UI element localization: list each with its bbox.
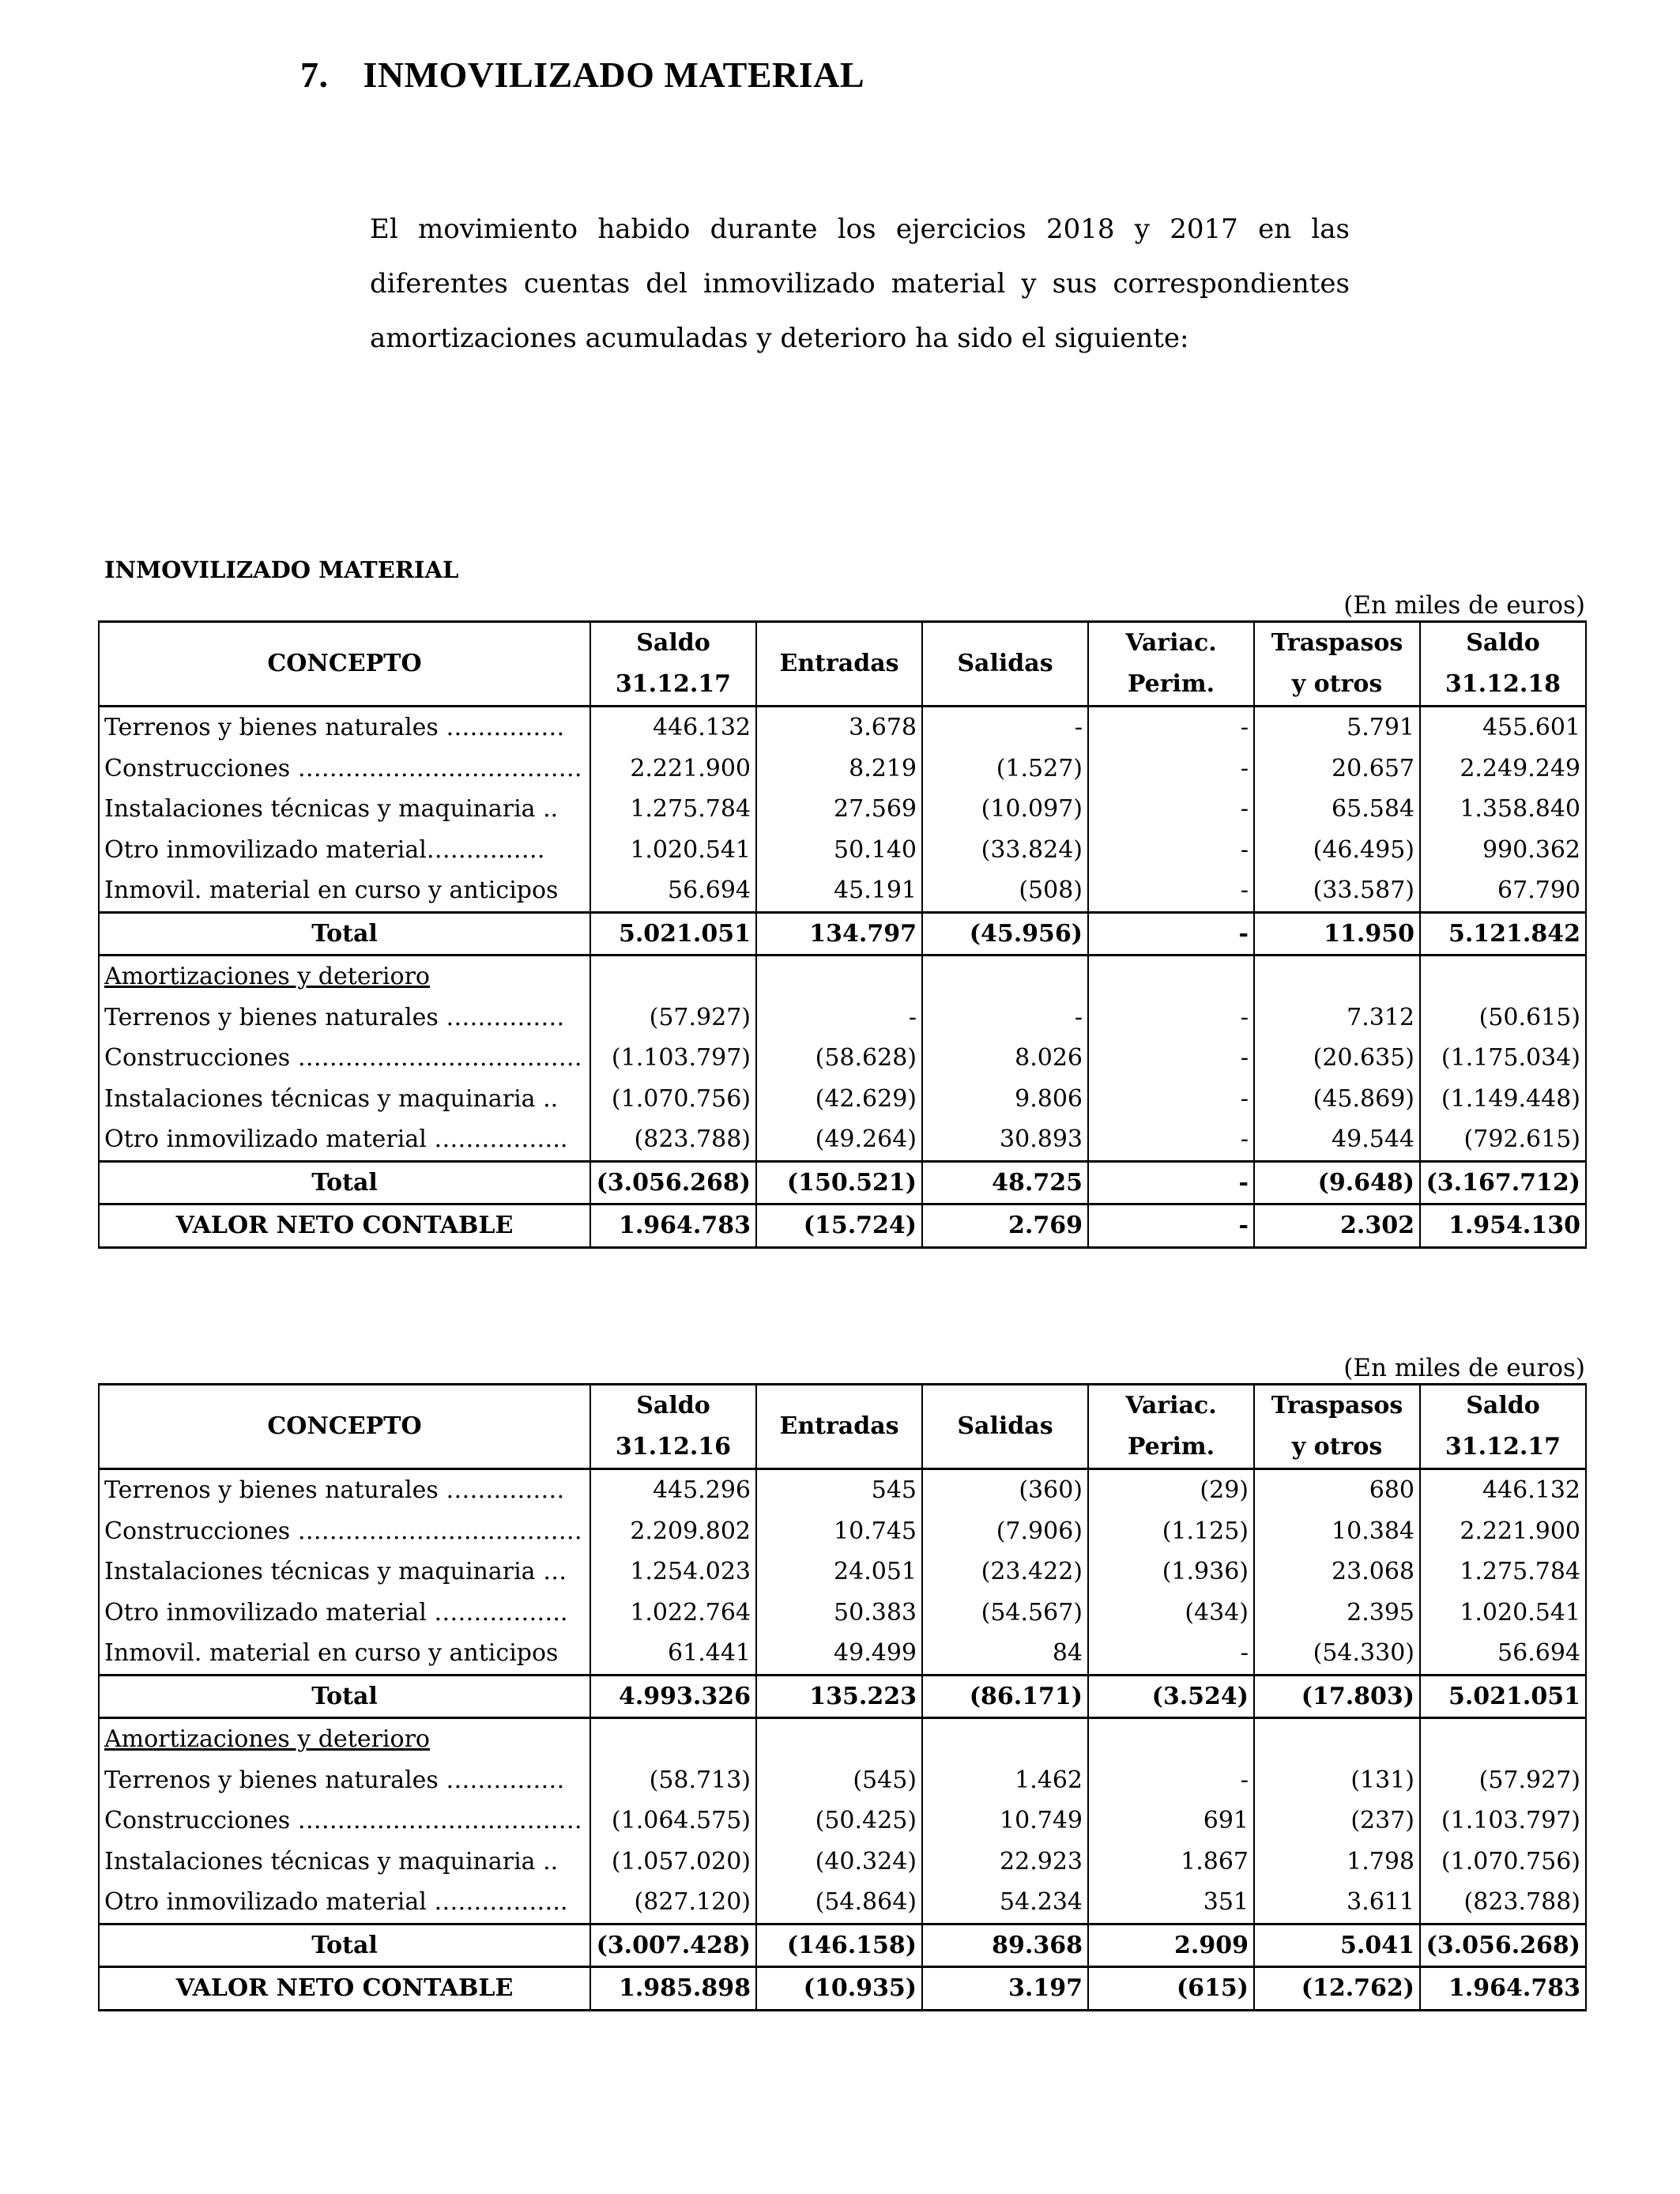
cell-value: 2.302 [1254,1204,1420,1248]
cell-value: 1.985.898 [590,1967,756,2011]
cell-value: (54.330) [1254,1633,1420,1675]
cell-value: (3.056.268) [1420,1924,1586,1967]
header-line-1: Salidas [957,650,1053,677]
amortization-heading-text: Amortizaciones y deterioro [104,1725,430,1753]
cell-value: (792.615) [1420,1119,1586,1161]
table-row [99,1551,1586,1593]
cell-value: (827.120) [590,1882,756,1924]
cell-value: 45.191 [756,870,922,912]
cell-value: 50.383 [756,1593,922,1634]
cell-value: - [1088,1079,1254,1120]
cell-value: (1.149.448) [1420,1079,1586,1120]
cell-value: (54.864) [756,1882,922,1924]
row-label: Construcciones ……………………………… [99,1038,590,1079]
row-label: Otro inmovilizado material …………….. [99,1882,590,1924]
cell-value: - [1088,789,1254,830]
cell-value: (58.628) [756,1038,922,1079]
section-number: 7. [300,55,329,95]
movements-table-2017 [98,1383,1587,2011]
cell-value: 1.798 [1254,1842,1420,1883]
column-header [922,622,1088,707]
net-value-row [99,1204,1586,1248]
table-row [99,830,1586,871]
table-row [99,1038,1586,1079]
cell-value: 1.954.130 [1420,1204,1586,1248]
cell-value: (146.158) [756,1924,922,1967]
cell-value: 1.462 [922,1760,1088,1801]
column-header [1088,622,1254,707]
cell-value: 65.584 [1254,789,1420,830]
cell-value: (545) [756,1760,922,1801]
cell-value: (508) [922,870,1088,912]
cell-value: 1.964.783 [590,1204,756,1248]
cell-value: (1.103.797) [1420,1800,1586,1842]
cell-value: 67.790 [1420,870,1586,912]
table-row [99,1842,1586,1883]
cell-value: (45.869) [1254,1079,1420,1120]
cell-value: 10.745 [756,1511,922,1552]
empty-cell [1088,1718,1254,1760]
header-line-1: Saldo [1466,1392,1540,1419]
cell-value: 1.964.783 [1420,1967,1586,2011]
cell-value: 4.993.326 [590,1675,756,1718]
cell-value: (360) [922,1469,1088,1511]
cell-value: 1.020.541 [590,830,756,871]
concept-header [99,622,590,707]
row-label: Total [99,1924,590,1967]
table-row [99,1079,1586,1120]
units-note: (En miles de euros) [1343,591,1585,620]
amortization-heading-text: Amortizaciones y deterioro [104,963,430,990]
row-label: Instalaciones técnicas y maquinaria .. [99,789,590,830]
column-header [1088,1385,1254,1469]
cell-value: (131) [1254,1760,1420,1801]
cell-value: (823.788) [590,1119,756,1161]
column-header [590,622,756,707]
amortization-heading-row [99,956,1586,997]
cell-value: (9.648) [1254,1161,1420,1204]
column-header [1254,1385,1420,1469]
cell-value: - [1088,1760,1254,1801]
column-header [1254,622,1420,707]
cell-value: 84 [922,1633,1088,1675]
cell-value: 1.867 [1088,1842,1254,1883]
cell-value: (1.070.756) [590,1079,756,1120]
table-row [99,707,1586,748]
row-label: VALOR NETO CONTABLE [99,1967,590,2011]
header-line-1: Saldo [1466,629,1540,657]
row-label: Otro inmovilizado material…………… [99,830,590,871]
cell-value: - [922,707,1088,748]
row-label: Construcciones ……………………………… [99,748,590,790]
cell-value: (20.635) [1254,1038,1420,1079]
header-row [99,1385,1586,1469]
header-line-2: Perim. [1127,670,1215,698]
total-row [99,912,1586,956]
empty-cell [756,956,922,997]
total-row [99,1924,1586,1967]
header-line-1: Saldo [636,629,710,657]
cell-value: - [1088,997,1254,1039]
cell-value: - [1088,1038,1254,1079]
column-header [590,1385,756,1469]
cell-value: 135.223 [756,1675,922,1718]
cell-value: (1.064.575) [590,1800,756,1842]
intro-paragraph: El movimiento habido durante los ejercicios 2018 y 2017 en las diferentes cuentas del inmovilizado material y sus correspondientes amortizaciones acumuladas y deterioro ha sido el siguiente: [370,213,1350,354]
cell-value: 2.221.900 [590,748,756,790]
table-row [99,997,1586,1039]
cell-value: (50.425) [756,1800,922,1842]
row-label: Construcciones ……………………………… [99,1511,590,1552]
table-row [99,1633,1586,1675]
cell-value: (10.935) [756,1967,922,2011]
header-line-1: Saldo [636,1392,710,1419]
header-line-1: Salidas [957,1412,1053,1440]
cell-value: 5.021.051 [590,912,756,956]
amortization-heading-row [99,1718,1586,1760]
cell-value: - [922,997,1088,1039]
cell-value: 49.544 [1254,1119,1420,1161]
cell-value: - [1088,1204,1254,1248]
cell-value: 50.140 [756,830,922,871]
cell-value: - [1088,870,1254,912]
cell-value: 61.441 [590,1633,756,1675]
cell-value: (23.422) [922,1551,1088,1593]
cell-value: 48.725 [922,1161,1088,1204]
table-caption: INMOVILIZADO MATERIAL [104,556,459,583]
cell-value: (58.713) [590,1760,756,1801]
column-header [756,622,922,707]
cell-value: 1.022.764 [590,1593,756,1634]
table-row [99,1119,1586,1161]
header-line-1: Traspasos [1271,629,1403,657]
cell-value: (33.824) [922,830,1088,871]
row-label: Instalaciones técnicas y maquinaria .. [99,1842,590,1883]
cell-value: - [1088,707,1254,748]
header-line-2: 31.12.18 [1445,670,1561,698]
section-heading [300,54,864,96]
cell-value: 691 [1088,1800,1254,1842]
column-header [1420,1385,1586,1469]
cell-value: (1.103.797) [590,1038,756,1079]
empty-cell [590,956,756,997]
cell-value: 446.132 [1420,1469,1586,1511]
row-label: Total [99,1161,590,1204]
cell-value: 455.601 [1420,707,1586,748]
cell-value: (3.056.268) [590,1161,756,1204]
cell-value: - [1088,830,1254,871]
cell-value: (57.927) [590,997,756,1039]
cell-value: (7.906) [922,1511,1088,1552]
table-row [99,870,1586,912]
table-row [99,1882,1586,1924]
cell-value: 3.678 [756,707,922,748]
cell-value: 446.132 [590,707,756,748]
row-label: Otro inmovilizado material …………….. [99,1119,590,1161]
row-label: Terrenos y bienes naturales …………… [99,707,590,748]
empty-cell [1088,956,1254,997]
empty-cell [590,1718,756,1760]
row-label: Inmovil. material en curso y anticipos [99,1633,590,1675]
cell-value: (1.057.020) [590,1842,756,1883]
cell-value: 20.657 [1254,748,1420,790]
cell-value: 56.694 [590,870,756,912]
column-header [922,1385,1088,1469]
cell-value: 2.209.802 [590,1511,756,1552]
row-label: Instalaciones técnicas y maquinaria … [99,1551,590,1593]
header-line-1: Entradas [779,650,899,677]
row-label: Total [99,1675,590,1718]
cell-value: (823.788) [1420,1882,1586,1924]
cell-value: 24.051 [756,1551,922,1593]
cell-value: (1.527) [922,748,1088,790]
cell-value: 54.234 [922,1882,1088,1924]
cell-value: 9.806 [922,1079,1088,1120]
row-label: Otro inmovilizado material …………….. [99,1593,590,1634]
cell-value: 2.909 [1088,1924,1254,1967]
cell-value: (1.936) [1088,1551,1254,1593]
header-line-2: 31.12.16 [615,1433,732,1461]
cell-value: 23.068 [1254,1551,1420,1593]
cell-value: 27.569 [756,789,922,830]
cell-value: (42.629) [756,1079,922,1120]
row-label: Inmovil. material en curso y anticipos [99,870,590,912]
cell-value: 3.611 [1254,1882,1420,1924]
header-line-2: y otros [1291,1433,1383,1461]
cell-value: - [1088,1119,1254,1161]
cell-value: 7.312 [1254,997,1420,1039]
cell-value: (1.175.034) [1420,1038,1586,1079]
section-title: INMOVILIZADO MATERIAL [363,55,865,95]
empty-cell [1420,956,1586,997]
cell-value: 134.797 [756,912,922,956]
row-label: VALOR NETO CONTABLE [99,1204,590,1248]
cell-value: 5.791 [1254,707,1420,748]
net-value-row [99,1967,1586,2011]
empty-cell [756,1718,922,1760]
row-label: Terrenos y bienes naturales …………… [99,997,590,1039]
row-label: Construcciones ……………………………… [99,1800,590,1842]
header-line-1: Traspasos [1271,1392,1403,1419]
cell-value: 1.275.784 [1420,1551,1586,1593]
cell-value: (615) [1088,1967,1254,2011]
cell-value: 10.749 [922,1800,1088,1842]
cell-value: 1.020.541 [1420,1593,1586,1634]
cell-value: (86.171) [922,1675,1088,1718]
cell-value: - [1088,748,1254,790]
cell-value: (3.524) [1088,1675,1254,1718]
concept-header [99,1385,590,1469]
cell-value: 1.275.784 [590,789,756,830]
movements-table-2018 [98,620,1587,1249]
cell-value: 2.221.900 [1420,1511,1586,1552]
header-line-2: 31.12.17 [1445,1433,1561,1461]
cell-value: 5.021.051 [1420,1675,1586,1718]
empty-cell [1254,956,1420,997]
table-row [99,1760,1586,1801]
cell-value: 5.121.842 [1420,912,1586,956]
total-row [99,1675,1586,1718]
row-label: Terrenos y bienes naturales …………… [99,1760,590,1801]
cell-value: - [756,997,922,1039]
cell-value: (10.097) [922,789,1088,830]
table-row [99,1511,1586,1552]
header-line-1: CONCEPTO [267,1412,422,1440]
empty-cell [922,956,1088,997]
cell-value: (40.324) [756,1842,922,1883]
cell-value: (12.762) [1254,1967,1420,2011]
cell-value: 2.249.249 [1420,748,1586,790]
cell-value: 1.358.840 [1420,789,1586,830]
cell-value: (1.125) [1088,1511,1254,1552]
cell-value: (50.615) [1420,997,1586,1039]
cell-value: 2.395 [1254,1593,1420,1634]
header-line-1: CONCEPTO [267,650,422,677]
row-label: Terrenos y bienes naturales …………… [99,1469,590,1511]
header-line-2: 31.12.17 [615,670,732,698]
cell-value: (54.567) [922,1593,1088,1634]
cell-value: 30.893 [922,1119,1088,1161]
amortization-heading [99,956,590,997]
header-line-1: Variac. [1125,1392,1217,1419]
row-label: Instalaciones técnicas y maquinaria .. [99,1079,590,1120]
cell-value: 680 [1254,1469,1420,1511]
empty-cell [1254,1718,1420,1760]
cell-value: (17.803) [1254,1675,1420,1718]
cell-value: (237) [1254,1800,1420,1842]
units-note: (En miles de euros) [1343,1354,1585,1382]
cell-value: 2.769 [922,1204,1088,1248]
header-row [99,622,1586,707]
table-row [99,748,1586,790]
header-line-2: y otros [1291,670,1383,698]
cell-value: 10.384 [1254,1511,1420,1552]
row-label: Total [99,912,590,956]
cell-value: 351 [1088,1882,1254,1924]
header-line-2: Perim. [1127,1433,1215,1461]
cell-value: 49.499 [756,1633,922,1675]
cell-value: (49.264) [756,1119,922,1161]
cell-value: 8.219 [756,748,922,790]
cell-value: (150.521) [756,1161,922,1204]
cell-value: - [1088,1161,1254,1204]
table-row [99,1800,1586,1842]
cell-value: (15.724) [756,1204,922,1248]
cell-value: 990.362 [1420,830,1586,871]
cell-value: 56.694 [1420,1633,1586,1675]
cell-value: - [1088,1633,1254,1675]
cell-value: - [1088,912,1254,956]
table-row [99,1469,1586,1511]
cell-value: (45.956) [922,912,1088,956]
header-line-1: Variac. [1125,629,1217,657]
cell-value: (434) [1088,1593,1254,1634]
table-row [99,1593,1586,1634]
column-header [756,1385,922,1469]
cell-value: 3.197 [922,1967,1088,2011]
total-row [99,1161,1586,1204]
cell-value: 1.254.023 [590,1551,756,1593]
table-row [99,789,1586,830]
header-line-1: Entradas [779,1412,899,1440]
cell-value: (29) [1088,1469,1254,1511]
cell-value: (33.587) [1254,870,1420,912]
cell-value: (57.927) [1420,1760,1586,1801]
empty-cell [1420,1718,1586,1760]
cell-value: (1.070.756) [1420,1842,1586,1883]
column-header [1420,622,1586,707]
cell-value: (3.007.428) [590,1924,756,1967]
cell-value: 89.368 [922,1924,1088,1967]
cell-value: 8.026 [922,1038,1088,1079]
cell-value: 22.923 [922,1842,1088,1883]
cell-value: 545 [756,1469,922,1511]
cell-value: 445.296 [590,1469,756,1511]
amortization-heading [99,1718,590,1760]
cell-value: 11.950 [1254,912,1420,956]
empty-cell [922,1718,1088,1760]
cell-value: (3.167.712) [1420,1161,1586,1204]
cell-value: 5.041 [1254,1924,1420,1967]
cell-value: (46.495) [1254,830,1420,871]
